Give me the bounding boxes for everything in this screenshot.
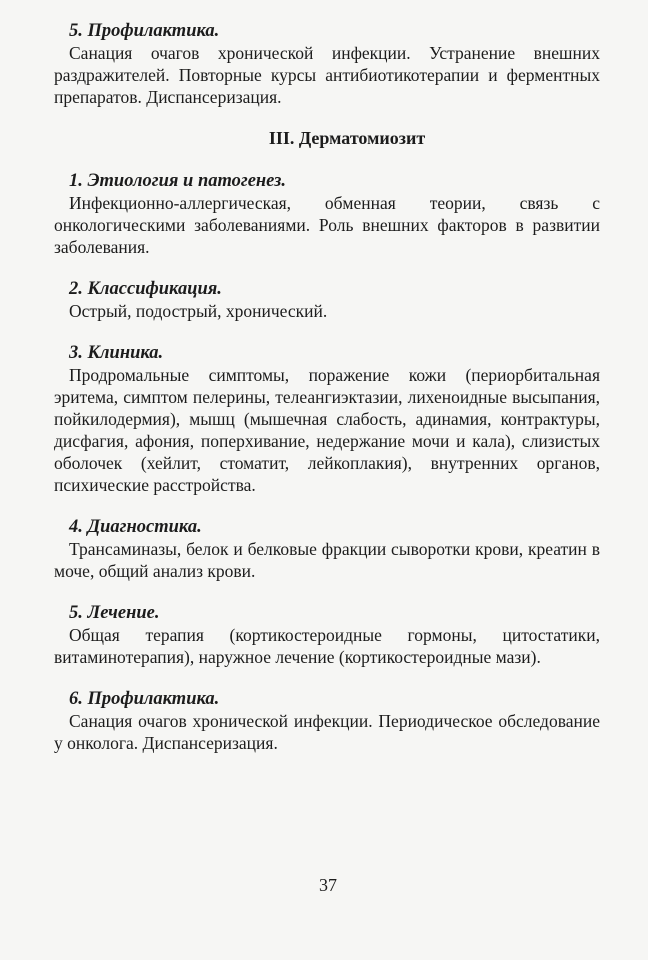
block-heading: 5. Профилактика. [69, 21, 220, 41]
block-text: Инфекционно-аллергическая, обменная теории, связь с онкологическими заболеваниями. Роль внешних факторов в развитии заболевания. [54, 193, 600, 257]
block-text: Продромальные симптомы, поражение кожи (периорбитальная эритема, симптом пелерины, телеангиэктазии, лихеноидные высыпания, пойкилодермия), мышц (мышечная слабость, адинамия, контрактуры, дисфагия, афония, поперхивание, недержание мочи и кала), слизистых оболочек (хейлит, стоматит, лейкоплакия), внутренних органов, психические расстройства. [54, 365, 600, 495]
block-text: Санация очагов хронической инфекции. Периодическое обследование у онколога. Диспансеризация. [54, 711, 600, 753]
page-number: 37 [319, 875, 337, 895]
block-heading: 4. Диагностика. [69, 517, 202, 537]
section-title: III. Дерматомиозит [268, 128, 426, 148]
block-diagnostics [54, 516, 600, 582]
block-clinic [54, 342, 600, 496]
block-text: Острый, подострый, хронический. [69, 301, 328, 321]
block-classification [54, 278, 600, 322]
block-heading: 1. Этиология и патогенез. [69, 171, 286, 191]
block-heading: 3. Клиника. [69, 343, 164, 363]
page-content [54, 16, 600, 754]
block-etiology [54, 170, 600, 258]
block-text: Общая терапия (кортикостероидные гормоны, цитостатики, витаминотерапия), наружное лечение (кортикостероидные мази). [54, 625, 600, 667]
block-heading: 2. Классификация. [69, 279, 222, 299]
block-treatment [54, 602, 600, 668]
block-text: Санация очагов хронической инфекции. Устранение внешних раздражителей. Повторные курсы антибиотикотерапии и ферментных препаратов. Диспансеризация. [54, 43, 600, 107]
block-text: Трансаминазы, белок и белковые фракции сыворотки крови, креатин в моче, общий анализ крови. [54, 539, 600, 581]
block-prophylaxis-prev [54, 20, 600, 108]
block-prophylaxis [54, 688, 600, 754]
block-heading: 5. Лечение. [69, 603, 160, 623]
block-heading: 6. Профилактика. [69, 689, 220, 709]
